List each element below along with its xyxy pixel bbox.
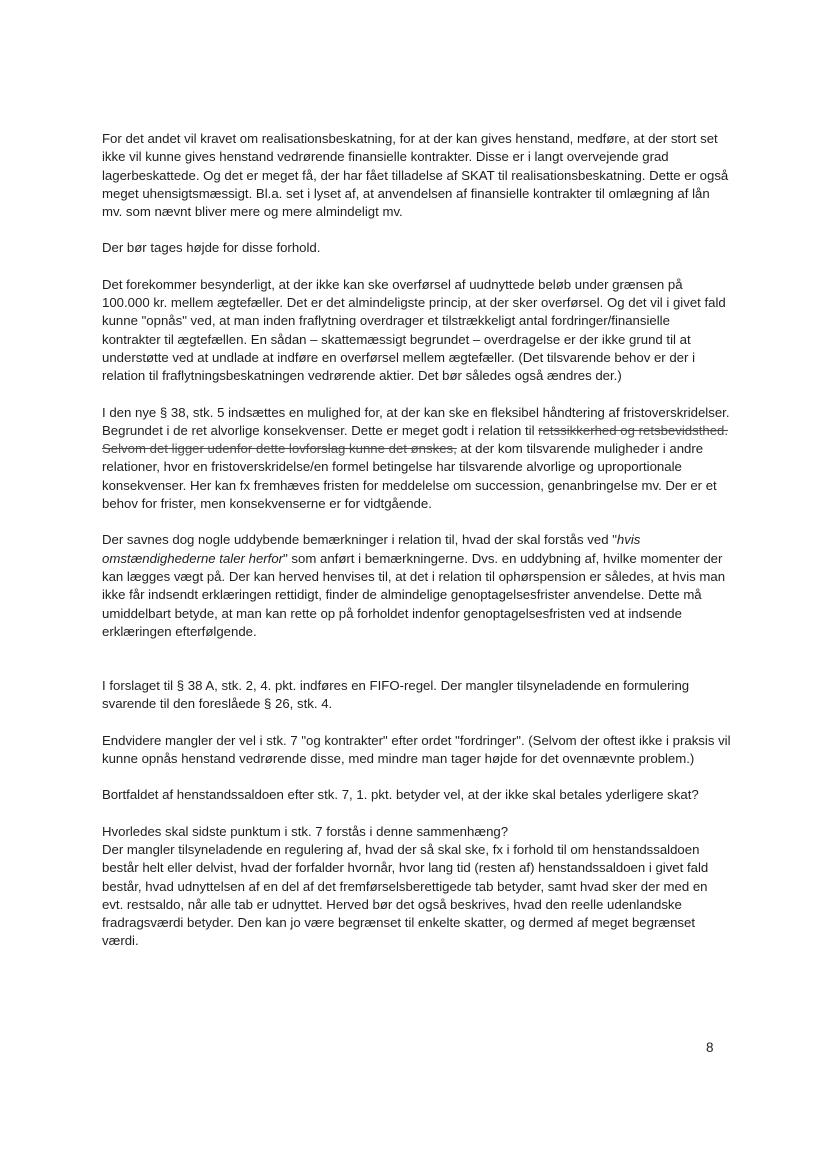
paragraph-omstaendigheder [102, 531, 732, 641]
document-body [102, 130, 732, 951]
paragraph-text: " som anført i bemærkningerne. Dvs. en uddybning af, hvilke momenter der kan lægges vægt på. Der kan herved henvises til, at det i relation til ophørspension er således, at hvis man ikke får indsendt erklæringen rettidigt, finder de almindelige genoptagelsesfrister anvendelse. Dette må umiddelbart betyde, at man kan rette op på forholdet indenfor genoptagelsesfristen ved at indsende erklæringen efterfølgende. [102, 550, 726, 639]
paragraph-fristoverskridelser [102, 404, 732, 514]
paragraph-henstandssaldo: Der mangler tilsyneladende en regulering af, hvad der så skal ske, fx i forhold til om henstandssaldoen består helt eller delvist, hvad der forfalder hvornår, hvor lang tid (resten af) henstandssaldoen i givet fald består, hvad udnyttelsen af en del af det fremførselsberettigede tab betyder, samt hvad sker der med en evt. restsaldo, når alle tab er udnyttet. Herved bør det også beskrives, hvad den reelle udenlandske fradragsværdi betyder. Den kan jo være begrænset til enkelte skatter, og dermed af meget begrænset værdi. [102, 841, 709, 949]
paragraph-question: Hvorledes skal sidste punktum i stk. 7 forstås i denne sammenhæng? [102, 823, 509, 839]
paragraph-text: Der savnes dog nogle uddybende bemærkninger i relation til, hvad der skal forstås ved " [102, 532, 617, 548]
italic-quote: hvis omstændighederne taler herfor [102, 532, 641, 566]
paragraph-text: I den nye § 38, stk. 5 indsættes en mulighed for, at der kan ske en fleksibel håndtering af fristoverskridelser. Begrundet i de ret alvorlige konsekvenser. Dette er meget godt i relation til [102, 404, 730, 438]
paragraph-realisation: For det andet vil kravet om realisationsbeskatning, for at der kan gives henstand, medføre, at der stort set ikke vil kunne gives henstand vedrørende finansielle kontrakter. Disse er i langt overvejende grad lagerbeskattede. Og det er meget få, der har fået tilladelse af SKAT til realisationsbeskatning. Dette er også meget uhensigtsmæssigt. Bl.a. set i lyset af, at anvendelsen af finansielle kontrakter til omlægning af lån mv. som nævnt bliver mere og mere almindeligt mv. [102, 131, 729, 220]
paragraph-fifo: I forslaget til § 38 A, stk. 2, 4. pkt. indføres en FIFO-regel. Der mangler tilsyneladende en formulering svarende til den foreslåede § 26, stk. 4. [102, 678, 690, 712]
paragraph-hoejde: Der bør tages højde for disse forhold. [102, 240, 321, 256]
paragraph-text: at der kom tilsvarende muligheder i andre relationer, hvor en fristoverskridelse/en formel betingelse har tilsvarende alvorlige og uproportionale konsekvenser. Her kan fx fremhæves fristen for meddelelse om succession, genanbringelse mv. Der er et behov for frister, men konsekvenserne er for vidtgående. [102, 441, 717, 512]
paragraph-aegtefaeller: Det forekommer besynderligt, at der ikke kan ske overførsel af uudnyttede beløb under grænsen på 100.000 kr. mellem ægtefæller. Det er det almindeligste princip, at der sker overførsel. Og det vil i givet fald kunne "opnås" ved, at man inden fraflytning overdrager et tilstrækkeligt antal fordringer/finansielle kontrakter til ægtefællen. En sådan – skattemæssigt begrundet – overdragelse er der ikke grund til at understøtte ved at undlade at indføre en overførsel mellem ægtefæller. (Det tilsvarende behov er der i relation til fraflytningsbeskatningen vedrørende aktier. Det bør således også ændres der.) [102, 276, 726, 384]
struck-text: retssikkerhed og retsbevidsthed. Selvom det ligger udenfor dette lovforslag kunne det ønskes, [102, 422, 729, 457]
page-number: 8 [706, 1040, 714, 1055]
paragraph-kontrakter: Endvidere mangler der vel i stk. 7 "og kontrakter" efter ordet "fordringer". (Selvom der oftest ikke i praksis vil kunne opnås henstand vedrørende disse, med mindre man tager højde for det ovennævnte problem.) [102, 732, 731, 767]
paragraph-bortfald: Bortfaldet af henstandssaldoen efter stk. 7, 1. pkt. betyder vel, at der ikke skal betales yderligere skat? [102, 787, 699, 803]
